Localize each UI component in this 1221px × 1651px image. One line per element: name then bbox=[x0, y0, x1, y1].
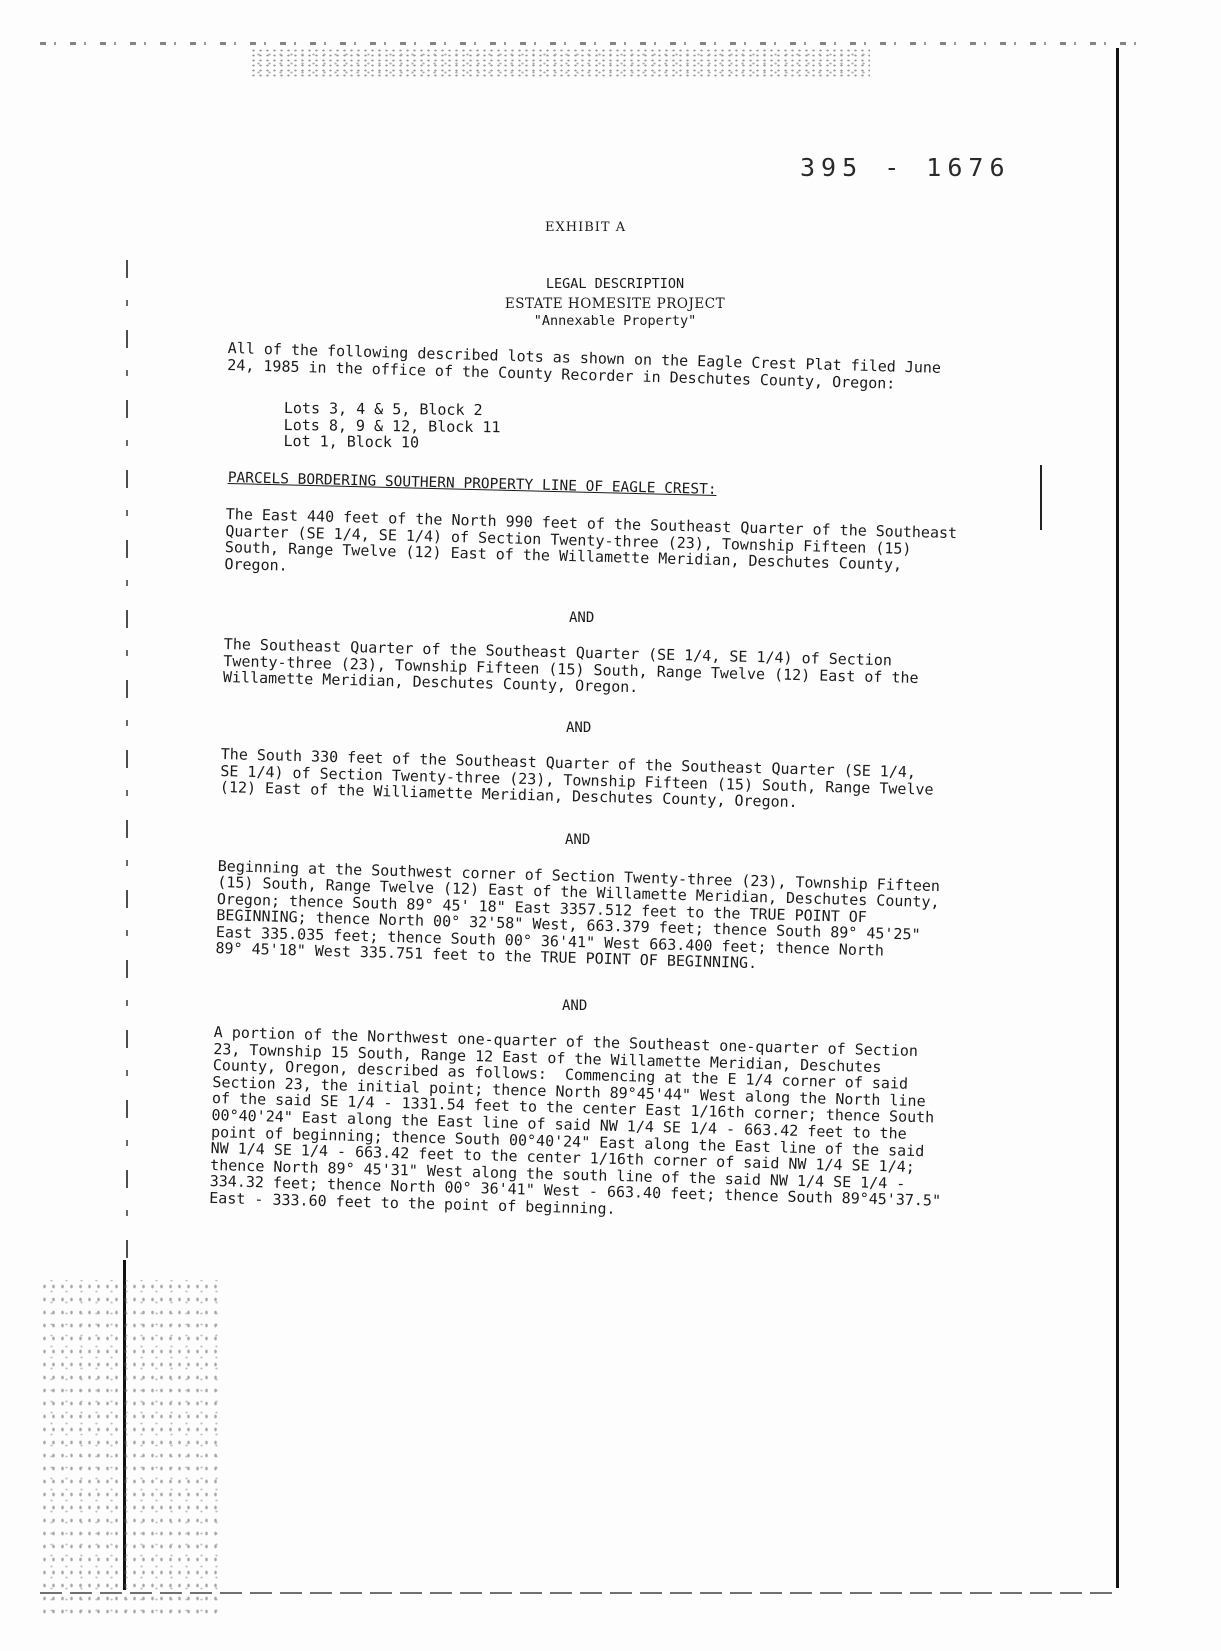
and-separator-3: AND bbox=[565, 832, 591, 848]
and-separator-2: AND bbox=[566, 720, 592, 736]
and-separator-1: AND bbox=[569, 610, 595, 626]
scan-noise-top bbox=[250, 48, 870, 78]
parcel-paragraph-4: Beginning at the Southwest corner of Section Twenty-three (23), Township Fifteen (15) South, Range Twelve (12) East of the Willamette Meridian, Deschutes County, Oregon; thence South 89° 45' 18" East 3357.512 feet to the TRUE POINT OF BEGINNING; thence North 00° 32'58" West, 663.379 feet; thence South 89° 45'25" East 335.035 feet; thence South 00° 36'41" West 663.400 feet; thence North 89° 45'18" West 335.751 feet to the TRUE POINT OF BEGINNING. bbox=[215, 857, 941, 973]
heading-project: ESTATE HOMESITE PROJECT bbox=[504, 296, 726, 312]
margin-mark bbox=[1040, 465, 1042, 530]
exhibit-title: EXHIBIT A bbox=[545, 220, 627, 235]
parcel-paragraph-5: A portion of the Northwest one-quarter of the Southeast one-quarter of Section 23, Township 15 South, Range 12 East of the Willamette Meridian, Deschutes County, Oregon, described as follows: Commencing at the E 1/4 corner of said Section 23, the initial point; thence North 89°45'44" West along the North line of the said SE 1/4 - 1331.54 feet to the center East 1/16th corner; thence South 00°40'24" East along the East line of said NW 1/4 SE 1/4 - 663.42 feet to the point of beginning; thence South 00°40'24" East along the East line of the said NW 1/4 SE 1/4 - 663.42 feet to the center 1/16th corner of said NW 1/4 SE 1/4; thence North 89° 45'31" West along the south line of the said NW 1/4 SE 1/4 - 334.32 feet; thence North 00° 36'41" West - 663.40 feet; thence South 89°45'37.5" East - 333.60 feet to the point of beginning. bbox=[209, 1023, 942, 1218]
scan-edge-top bbox=[40, 42, 1140, 45]
and-separator-4: AND bbox=[562, 998, 588, 1014]
parcel-paragraph-2: The Southeast Quarter of the Southeast Quarter (SE 1/4, SE 1/4) of Section Twenty-three (23), Township Fifteen (15) South, Range Twelve (12) East of the Willamette Meridian, Deschutes County, Oregon. bbox=[222, 635, 919, 697]
scan-edge-right bbox=[1116, 48, 1119, 1588]
scan-edge-bottom bbox=[40, 1592, 1120, 1594]
heading-annexable: "Annexable Property" bbox=[533, 313, 697, 329]
recording-number: 395 - 1676 bbox=[800, 153, 1011, 182]
scan-noise-left bbox=[40, 1280, 220, 1620]
heading-legal-description: LEGAL DESCRIPTION bbox=[545, 276, 685, 292]
section-heading: PARCELS BORDERING SOUTHERN PROPERTY LINE OF EAGLE CREST: bbox=[227, 470, 717, 498]
parcel-paragraph-3: The South 330 feet of the Southeast Quarter of the Southeast Quarter (SE 1/4, SE 1/4) of Section Twenty-three (23), Township Fifteen (15) South, Range Twelve (12) East of the Williamette Meridian, Deschutes County, Oregon. bbox=[219, 745, 934, 812]
parcel-paragraph-1: The East 440 feet of the North 990 feet of the Southeast Quarter of the Southeast Quarter (SE 1/4, SE 1/4) of Section Twenty-three (23), Township Fifteen (15) South, Range Twelve (12) East of the Willamette Meridian, Deschutes County, Oregon. bbox=[224, 505, 958, 575]
intro-paragraph: All of the following described lots as shown on the Eagle Crest Plat filed June 24, 1985 in the office of the County Recorder in Deschutes County, Oregon: bbox=[227, 339, 942, 393]
scan-edge-left bbox=[126, 260, 128, 1260]
lots-list: Lots 3, 4 & 5, Block 2 Lots 8, 9 & 12, Block 11 Lot 1, Block 10 bbox=[283, 399, 501, 452]
